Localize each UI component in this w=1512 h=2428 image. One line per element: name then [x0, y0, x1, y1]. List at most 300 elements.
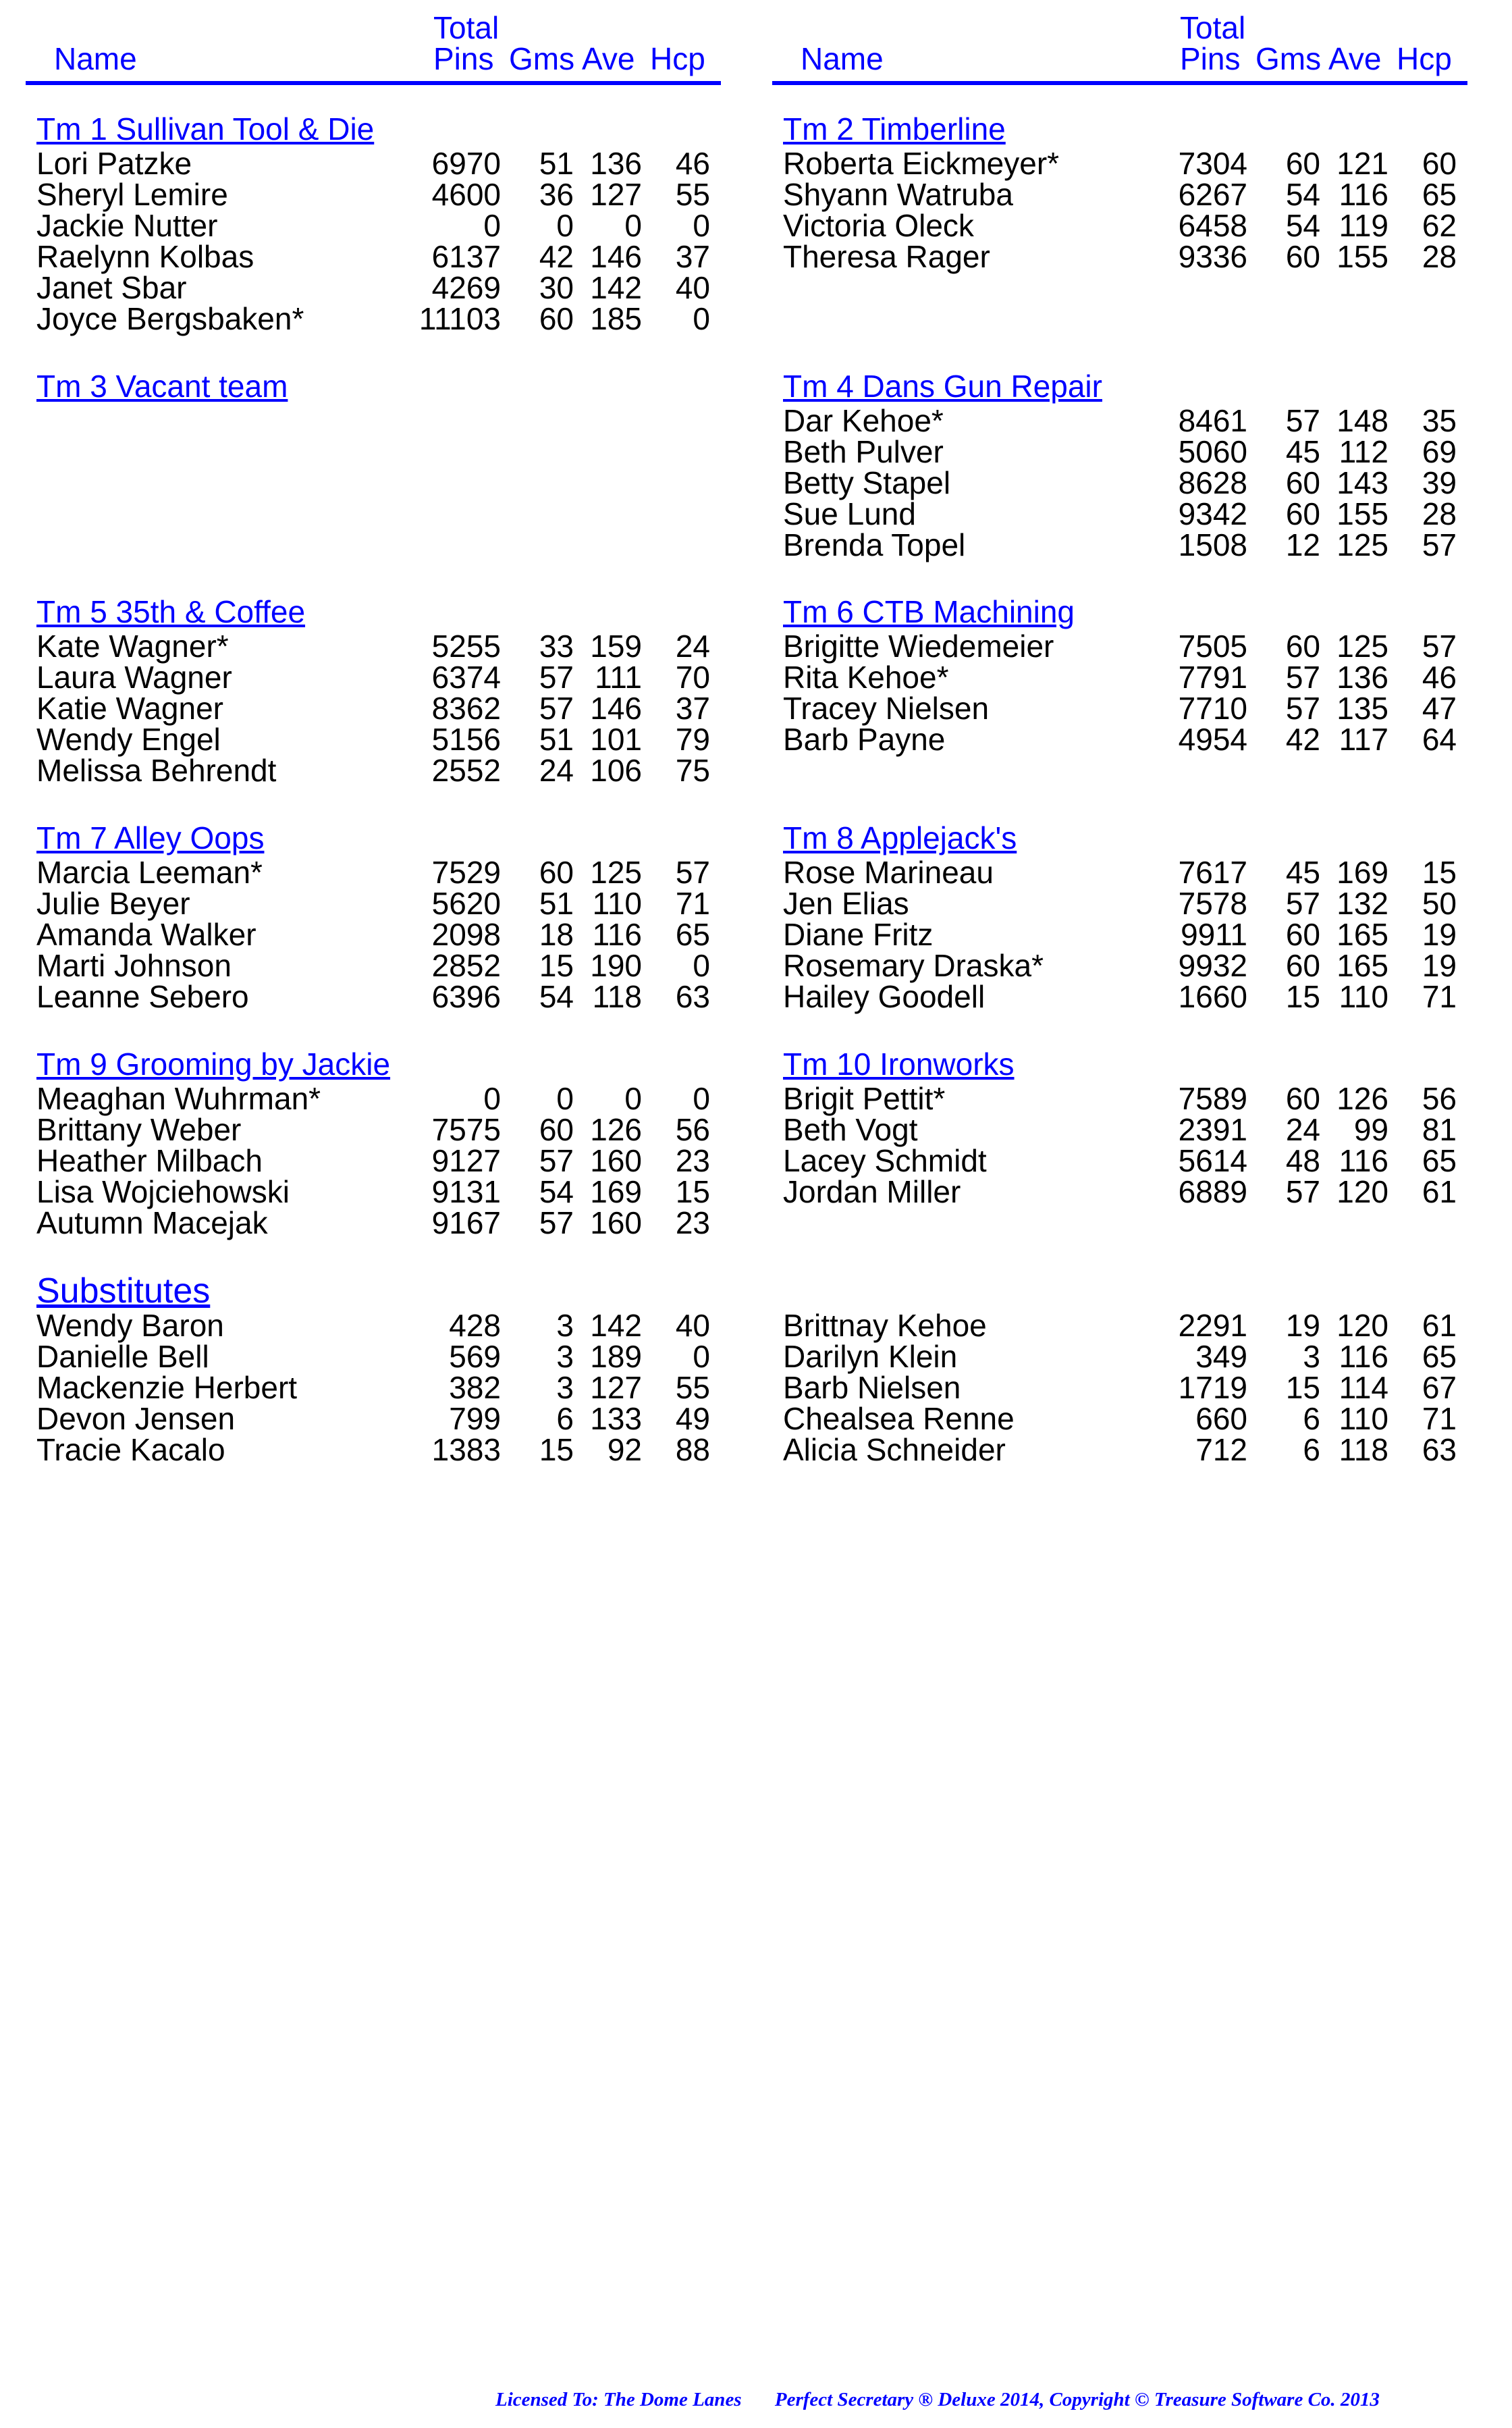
column-header — [26, 0, 721, 85]
bowler-row — [772, 148, 1467, 179]
games: 54 — [1285, 208, 1320, 243]
bowler-name: Hailey Goodell — [783, 979, 986, 1014]
header-hcp: Hcp — [650, 41, 705, 76]
bowler-row — [26, 1145, 721, 1176]
average: 125 — [1336, 629, 1388, 664]
bowler-row — [772, 179, 1467, 210]
substitute-rows — [26, 1310, 721, 1465]
total-pins: 9932 — [1178, 948, 1247, 983]
bowler-name: Amanda Walker — [36, 917, 256, 952]
games: 57 — [1285, 660, 1320, 695]
bowler-row — [26, 857, 721, 888]
games: 51 — [539, 886, 574, 921]
bowler-name: Barb Nielsen — [783, 1370, 961, 1405]
total-pins: 4600 — [431, 177, 501, 212]
average: 169 — [1336, 855, 1388, 890]
bowler-row — [26, 1372, 721, 1403]
bowler-row — [26, 148, 721, 179]
handicap: 60 — [1422, 146, 1457, 181]
team-title: Tm 2 Timberline — [783, 111, 1006, 147]
team-rows — [26, 631, 721, 786]
header-total: Total — [433, 10, 500, 45]
handicap: 19 — [1422, 948, 1457, 983]
handicap: 56 — [675, 1112, 710, 1147]
bowler-name: Raelynn Kolbas — [36, 239, 254, 274]
bowler-row — [26, 1434, 721, 1465]
right-column — [772, 0, 1467, 1467]
handicap: 65 — [1422, 1339, 1457, 1374]
handicap: 28 — [1422, 496, 1457, 531]
total-pins: 7710 — [1178, 691, 1247, 726]
average: 155 — [1336, 496, 1388, 531]
handicap: 47 — [1422, 691, 1457, 726]
handicap: 57 — [675, 855, 710, 890]
total-pins: 5156 — [431, 722, 501, 757]
bowler-row — [26, 981, 721, 1012]
games: 60 — [1285, 465, 1320, 500]
average: 116 — [1339, 177, 1388, 212]
average: 189 — [590, 1339, 642, 1374]
bowler-name: Laura Wagner — [36, 660, 232, 695]
average: 160 — [590, 1205, 642, 1240]
games: 12 — [1285, 527, 1320, 562]
games: 54 — [539, 1174, 574, 1209]
average: 146 — [590, 239, 642, 274]
bowler-row — [772, 467, 1467, 498]
handicap: 55 — [675, 177, 710, 212]
average: 165 — [1336, 948, 1388, 983]
games: 60 — [1285, 948, 1320, 983]
bowler-row — [26, 1341, 721, 1372]
games: 60 — [539, 855, 574, 890]
total-pins: 6889 — [1178, 1174, 1247, 1209]
bowler-row — [772, 1434, 1467, 1465]
handicap: 49 — [675, 1401, 710, 1436]
left-column — [26, 0, 721, 1467]
handicap: 55 — [675, 1370, 710, 1405]
games: 51 — [539, 146, 574, 181]
bowler-name: Theresa Rager — [783, 239, 990, 274]
games: 30 — [539, 270, 574, 305]
total-pins: 9342 — [1178, 496, 1247, 531]
handicap: 71 — [675, 886, 710, 921]
bowler-row — [26, 919, 721, 950]
games: 57 — [1285, 403, 1320, 438]
handicap: 56 — [1422, 1081, 1457, 1116]
handicap: 28 — [1422, 239, 1457, 274]
games: 60 — [1285, 629, 1320, 664]
total-pins: 6267 — [1178, 177, 1247, 212]
bowler-row — [772, 1145, 1467, 1176]
games: 0 — [556, 1081, 574, 1116]
substitutes-title: Substitutes — [36, 1271, 211, 1311]
handicap: 71 — [1422, 1401, 1457, 1436]
bowler-row — [772, 498, 1467, 529]
bowler-name: Victoria Oleck — [783, 208, 974, 243]
total-pins: 0 — [483, 208, 501, 243]
bowler-row — [772, 405, 1467, 436]
total-pins: 6970 — [431, 146, 501, 181]
bowler-name: Julie Beyer — [36, 886, 190, 921]
substitute-rows — [772, 1310, 1467, 1465]
games: 57 — [1285, 886, 1320, 921]
games: 42 — [1285, 722, 1320, 757]
average: 160 — [590, 1143, 642, 1178]
bowler-row — [772, 1341, 1467, 1372]
license-text: Licensed To: The Dome Lanes — [495, 2389, 742, 2410]
games: 6 — [1303, 1401, 1320, 1436]
bowler-row — [772, 857, 1467, 888]
total-pins: 2852 — [431, 948, 501, 983]
bowler-row — [26, 1176, 721, 1207]
handicap: 62 — [1422, 208, 1457, 243]
handicap: 57 — [1422, 629, 1457, 664]
average: 159 — [590, 629, 642, 664]
bowler-row — [772, 1372, 1467, 1403]
bowler-name: Jordan Miller — [783, 1174, 961, 1209]
average: 125 — [590, 855, 642, 890]
header-name: Name — [801, 41, 884, 76]
handicap: 23 — [675, 1205, 710, 1240]
handicap: 40 — [675, 270, 710, 305]
handicap: 39 — [1422, 465, 1457, 500]
bowler-name: Brigit Pettit* — [783, 1081, 946, 1116]
bowler-row — [26, 210, 721, 241]
handicap: 50 — [1422, 886, 1457, 921]
average: 99 — [1353, 1112, 1388, 1147]
total-pins: 799 — [449, 1401, 501, 1436]
games: 60 — [1285, 146, 1320, 181]
games: 51 — [539, 722, 574, 757]
header-hcp: Hcp — [1397, 41, 1452, 76]
bowler-name: Brenda Topel — [783, 527, 966, 562]
total-pins: 8362 — [431, 691, 501, 726]
bowler-row — [26, 755, 721, 786]
team-rows — [26, 148, 721, 334]
handicap: 70 — [675, 660, 710, 695]
bowler-name: Sheryl Lemire — [36, 177, 228, 212]
handicap: 15 — [1422, 855, 1457, 890]
average: 126 — [590, 1112, 642, 1147]
bowler-row — [772, 241, 1467, 272]
bowler-row — [26, 1114, 721, 1145]
bowler-row — [772, 950, 1467, 981]
bowler-name: Dar Kehoe* — [783, 403, 944, 438]
games: 57 — [1285, 691, 1320, 726]
games: 60 — [1285, 496, 1320, 531]
total-pins: 9127 — [431, 1143, 501, 1178]
handicap: 79 — [675, 722, 710, 757]
average: 101 — [590, 722, 642, 757]
bowler-name: Tracie Kacalo — [36, 1432, 225, 1467]
header-ave: Ave — [582, 41, 635, 76]
average: 117 — [1339, 722, 1388, 757]
total-pins: 428 — [449, 1308, 501, 1343]
average: 114 — [1339, 1370, 1388, 1405]
handicap: 57 — [1422, 527, 1457, 562]
bowler-row — [772, 919, 1467, 950]
average: 92 — [607, 1432, 642, 1467]
team-title: Tm 7 Alley Oops — [36, 820, 265, 855]
handicap: 61 — [1422, 1308, 1457, 1343]
games: 3 — [556, 1339, 574, 1374]
handicap: 15 — [675, 1174, 710, 1209]
header-total: Total — [1180, 10, 1246, 45]
bowler-name: Lori Patzke — [36, 146, 192, 181]
handicap: 64 — [1422, 722, 1457, 757]
team-rows — [772, 631, 1467, 755]
average: 118 — [1339, 1432, 1388, 1467]
average: 133 — [590, 1401, 642, 1436]
bowler-row — [772, 631, 1467, 662]
average: 127 — [590, 177, 642, 212]
average: 0 — [624, 1081, 642, 1116]
bowler-name: Alicia Schneider — [783, 1432, 1006, 1467]
total-pins: 2391 — [1178, 1112, 1247, 1147]
team-rows — [772, 1083, 1467, 1207]
bowler-name: Marti Johnson — [36, 948, 232, 983]
bowler-name: Darilyn Klein — [783, 1339, 958, 1374]
handicap: 81 — [1422, 1112, 1457, 1147]
handicap: 0 — [693, 301, 710, 336]
bowler-name: Jen Elias — [783, 886, 909, 921]
games: 57 — [539, 660, 574, 695]
team-rows — [772, 148, 1467, 272]
handicap: 65 — [675, 917, 710, 952]
team-title: Tm 9 Grooming by Jackie — [36, 1047, 391, 1082]
bowler-row — [772, 981, 1467, 1012]
games: 60 — [1285, 1081, 1320, 1116]
games: 42 — [539, 239, 574, 274]
average: 120 — [1336, 1308, 1388, 1343]
average: 169 — [590, 1174, 642, 1209]
handicap: 88 — [675, 1432, 710, 1467]
games: 57 — [1285, 1174, 1320, 1209]
average: 146 — [590, 691, 642, 726]
total-pins: 660 — [1195, 1401, 1247, 1436]
bowler-name: Rosemary Draska* — [783, 948, 1044, 983]
handicap: 46 — [1422, 660, 1457, 695]
bowler-row — [772, 888, 1467, 919]
games: 33 — [539, 629, 574, 664]
handicap: 37 — [675, 691, 710, 726]
games: 60 — [539, 1112, 574, 1147]
total-pins: 712 — [1195, 1432, 1247, 1467]
bowler-name: Chealsea Renne — [783, 1401, 1015, 1436]
average: 121 — [1336, 146, 1388, 181]
handicap: 65 — [1422, 1143, 1457, 1178]
total-pins: 9167 — [431, 1205, 501, 1240]
handicap: 75 — [675, 753, 710, 788]
team-title: Tm 10 Ironworks — [783, 1047, 1015, 1082]
bowler-name: Katie Wagner — [36, 691, 223, 726]
bowler-name: Leanne Sebero — [36, 979, 249, 1014]
handicap: 0 — [693, 1081, 710, 1116]
bowler-name: Wendy Baron — [36, 1308, 224, 1343]
bowler-row — [26, 1083, 721, 1114]
bowler-name: Brittnay Kehoe — [783, 1308, 987, 1343]
bowler-name: Devon Jensen — [36, 1401, 236, 1436]
header-pins: Pins — [1180, 41, 1241, 76]
average: 143 — [1336, 465, 1388, 500]
average: 148 — [1336, 403, 1388, 438]
total-pins: 349 — [1195, 1339, 1247, 1374]
average: 165 — [1336, 917, 1388, 952]
bowler-name: Betty Stapel — [783, 465, 951, 500]
bowler-row — [772, 210, 1467, 241]
games: 24 — [539, 753, 574, 788]
team-rows — [772, 405, 1467, 560]
handicap: 0 — [693, 948, 710, 983]
games: 15 — [539, 1432, 574, 1467]
games: 57 — [539, 1205, 574, 1240]
bowler-row — [26, 1403, 721, 1434]
average: 110 — [592, 886, 642, 921]
average: 185 — [590, 301, 642, 336]
average: 126 — [1336, 1081, 1388, 1116]
bowler-name: Roberta Eickmeyer* — [783, 146, 1060, 181]
bowler-name: Kate Wagner* — [36, 629, 229, 664]
bowler-name: Barb Payne — [783, 722, 946, 757]
bowler-name: Janet Sbar — [36, 270, 187, 305]
total-pins: 569 — [449, 1339, 501, 1374]
average: 116 — [592, 917, 642, 952]
team-title: Tm 1 Sullivan Tool & Die — [36, 111, 375, 147]
bowler-name: Danielle Bell — [36, 1339, 209, 1374]
total-pins: 11103 — [418, 301, 501, 336]
total-pins: 7617 — [1178, 855, 1247, 890]
bowler-name: Beth Pulver — [783, 434, 944, 469]
games: 0 — [556, 208, 574, 243]
bowler-row — [772, 529, 1467, 560]
bowler-row — [772, 693, 1467, 724]
average: 127 — [590, 1370, 642, 1405]
total-pins: 7505 — [1178, 629, 1247, 664]
total-pins: 6458 — [1178, 208, 1247, 243]
average: 120 — [1336, 1174, 1388, 1209]
bowler-name: Beth Vogt — [783, 1112, 918, 1147]
header-gms: Gms — [509, 41, 575, 76]
games: 57 — [539, 691, 574, 726]
total-pins: 1383 — [431, 1432, 501, 1467]
bowler-row — [772, 662, 1467, 693]
total-pins: 4954 — [1178, 722, 1247, 757]
total-pins: 5060 — [1178, 434, 1247, 469]
bowler-row — [26, 888, 721, 919]
handicap: 23 — [675, 1143, 710, 1178]
copyright-text: Perfect Secretary ® Deluxe 2014, Copyright © Treasure Software Co. 2013 — [774, 2389, 1380, 2410]
average: 110 — [1339, 979, 1388, 1014]
column-header — [772, 0, 1467, 85]
team-rows — [772, 857, 1467, 1012]
average: 110 — [1339, 1401, 1388, 1436]
header-gms: Gms — [1256, 41, 1322, 76]
bowler-row — [26, 1310, 721, 1341]
average: 111 — [595, 660, 642, 695]
games: 45 — [1285, 855, 1320, 890]
handicap: 40 — [675, 1308, 710, 1343]
bowler-row — [26, 241, 721, 272]
total-pins: 382 — [449, 1370, 501, 1405]
handicap: 46 — [675, 146, 710, 181]
total-pins: 7529 — [431, 855, 501, 890]
handicap: 0 — [693, 1339, 710, 1374]
average: 135 — [1336, 691, 1388, 726]
total-pins: 9911 — [1181, 917, 1247, 952]
games: 24 — [1285, 1112, 1320, 1147]
total-pins: 5255 — [431, 629, 501, 664]
bowler-name: Brigitte Wiedemeier — [783, 629, 1054, 664]
average: 106 — [590, 753, 642, 788]
games: 36 — [539, 177, 574, 212]
average: 142 — [590, 1308, 642, 1343]
games: 15 — [1285, 979, 1320, 1014]
bowler-row — [772, 1176, 1467, 1207]
total-pins: 8461 — [1178, 403, 1247, 438]
bowler-name: Tracey Nielsen — [783, 691, 990, 726]
team-rows — [26, 1083, 721, 1238]
bowler-name: Rose Marineau — [783, 855, 994, 890]
bowler-row — [26, 950, 721, 981]
total-pins: 9336 — [1178, 239, 1247, 274]
handicap: 69 — [1422, 434, 1457, 469]
total-pins: 5620 — [431, 886, 501, 921]
bowler-name: Meaghan Wuhrman* — [36, 1081, 321, 1116]
average: 190 — [590, 948, 642, 983]
games: 6 — [556, 1401, 574, 1436]
bowler-name: Mackenzie Herbert — [36, 1370, 298, 1405]
total-pins: 0 — [483, 1081, 501, 1116]
bowler-name: Melissa Behrendt — [36, 753, 277, 788]
games: 45 — [1285, 434, 1320, 469]
total-pins: 2552 — [431, 753, 501, 788]
games: 3 — [556, 1308, 574, 1343]
total-pins: 7791 — [1178, 660, 1247, 695]
total-pins: 7304 — [1178, 146, 1247, 181]
average: 155 — [1336, 239, 1388, 274]
games: 60 — [1285, 239, 1320, 274]
average: 116 — [1339, 1143, 1388, 1178]
bowler-row — [26, 662, 721, 693]
handicap: 71 — [1422, 979, 1457, 1014]
total-pins: 1719 — [1178, 1370, 1247, 1405]
team-title: Tm 4 Dans Gun Repair — [783, 369, 1102, 404]
handicap: 37 — [675, 239, 710, 274]
average: 119 — [1339, 208, 1388, 243]
total-pins: 6374 — [431, 660, 501, 695]
bowler-name: Heather Milbach — [36, 1143, 263, 1178]
total-pins: 6137 — [431, 239, 501, 274]
handicap: 35 — [1422, 403, 1457, 438]
header-ave: Ave — [1328, 41, 1382, 76]
header-name: Name — [54, 41, 137, 76]
total-pins: 4269 — [431, 270, 501, 305]
average: 116 — [1339, 1339, 1388, 1374]
total-pins: 7578 — [1178, 886, 1247, 921]
total-pins: 8628 — [1178, 465, 1247, 500]
bowler-row — [26, 179, 721, 210]
games: 19 — [1285, 1308, 1320, 1343]
games: 54 — [1285, 177, 1320, 212]
bowler-row — [772, 1114, 1467, 1145]
average: 136 — [1336, 660, 1388, 695]
games: 54 — [539, 979, 574, 1014]
handicap: 24 — [675, 629, 710, 664]
bowler-row — [26, 631, 721, 662]
total-pins: 1660 — [1178, 979, 1247, 1014]
handicap: 63 — [1422, 1432, 1457, 1467]
handicap: 65 — [1422, 177, 1457, 212]
